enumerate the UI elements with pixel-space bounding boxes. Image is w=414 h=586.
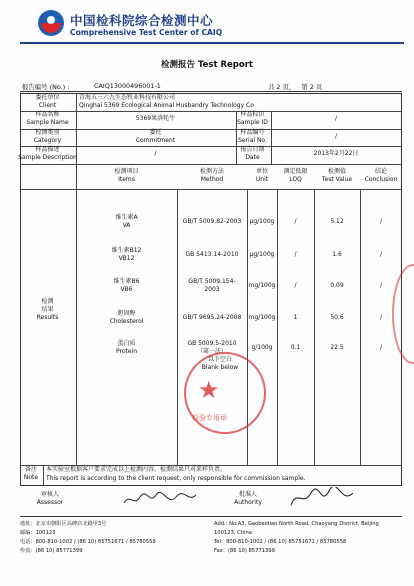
- header-rule: [20, 42, 404, 44]
- org-name-en: Comprehensive Test Center of CAIQ: [70, 28, 223, 37]
- footer-rule: [20, 516, 402, 517]
- note-en: This report is according to the client request, only responsible for commission sample.: [46, 475, 306, 482]
- test-value: 5.12: [330, 218, 344, 225]
- method: GB 5009.5-2010 （第一法）: [187, 340, 237, 355]
- description-label: 样品描述 Sample Description: [18, 146, 77, 161]
- item-name: 蛋白质 Protein: [115, 340, 138, 355]
- item-name: 维生素B12 VB12: [111, 247, 142, 262]
- blank-below: 以下空白 Blank below: [201, 356, 239, 371]
- unit: μg/100g: [249, 218, 275, 225]
- description: /: [154, 150, 157, 157]
- conclusion: /: [379, 251, 383, 258]
- loq: /: [294, 251, 297, 258]
- serial-label: 样品编号 Serial No.: [238, 128, 267, 144]
- method: GB/T 5009.154- 2003: [188, 278, 236, 293]
- loq: /: [294, 218, 297, 225]
- results-label: 检测 结果 Results: [36, 298, 59, 321]
- authority-signature: [287, 487, 357, 509]
- stamp-star-icon: ★: [198, 376, 220, 404]
- col-method: 检测方法 Method: [199, 167, 224, 183]
- sample-id-label: 样品标识 Sample ID: [237, 111, 268, 126]
- col-items: 检测项目 Items: [114, 167, 139, 183]
- col-loq: 测定低限 LOQ: [283, 167, 308, 183]
- test-value: 50.6: [330, 314, 344, 321]
- client-name-en: Qinghai 5369 Ecological Animal Husbandry Technology Co: [79, 102, 254, 109]
- footer-en: Add.: No.A3, Gaobeidian North Road, Chaoyang District, Beijing 100123, China Tel：800-810-1002 / (86 10) 85751671 / 85780558 Fax：(86 10) 85771399: [214, 521, 379, 554]
- note-label: 备注 Note: [23, 466, 39, 481]
- conclusion: /: [379, 282, 383, 289]
- item-name: 胆固醇 Cholesterol: [109, 310, 144, 325]
- org-name-cn: 中国检科院综合检测中心: [70, 13, 214, 28]
- assessor-signature: [120, 489, 200, 509]
- page-count: 共 2 页， 第 2 页: [268, 83, 323, 91]
- client-label: 委托单位 Client: [35, 93, 60, 109]
- sample-name: 5369果洛牦牛: [135, 115, 176, 122]
- item-name: 维生素A VA: [115, 214, 138, 229]
- item-name: 维生素B6 VB6: [113, 278, 140, 293]
- unit: g/100g: [251, 344, 273, 351]
- col-test-value: 检测值 Test Value: [321, 167, 353, 183]
- loq: 0.1: [290, 344, 301, 351]
- footer-cn: 地址：北京市朝阳区高碑店北路甲3号 邮编：100123 电话：800-810-1002 / (86 10) 85751671 / 85780558 传真：(86 10) 85771399: [20, 521, 156, 554]
- client-name-cn: 青海五三六九生态牧业科技有限公司: [79, 94, 176, 101]
- loq: /: [294, 282, 297, 289]
- meta-rule: [20, 91, 402, 92]
- category-label: 检测类别 Category: [33, 128, 62, 144]
- sample-id: /: [334, 115, 338, 122]
- date-label: 报告日期 Date: [240, 146, 265, 161]
- stamp-text: 检验专用章: [192, 414, 227, 422]
- loq: 1: [293, 314, 298, 321]
- conclusion: /: [379, 314, 383, 321]
- category: 委托 Commitment: [135, 128, 176, 144]
- note-cn: 本实验室根据客户要求完成以上检测内容，检测结果只对来样负责。: [46, 466, 227, 473]
- assessor-label: 审核人 Assessor: [36, 491, 64, 506]
- test-value: 1.6: [332, 251, 342, 258]
- caiq-logo-icon: [38, 10, 64, 36]
- serial-no: /: [334, 132, 338, 140]
- unit: mg/100g: [248, 282, 276, 289]
- unit: mg/100g: [248, 314, 276, 321]
- report-title: 检测报告 Test Report: [161, 60, 253, 70]
- unit: μg/100g: [249, 251, 275, 258]
- method: GB 5413.14-2010: [185, 251, 239, 258]
- sample-name-label: 样品名称 Sample Name: [26, 111, 69, 126]
- test-value: 22.5: [330, 344, 344, 351]
- report-date: 2013年2月22日: [313, 150, 359, 157]
- method: GB/T 5009.82-2003: [182, 218, 242, 225]
- method: GB/T 9695.24-2008: [182, 314, 242, 321]
- test-value: 0.09: [330, 282, 344, 289]
- report-no: CAIQ13000496001-1: [94, 82, 161, 90]
- col-conclusion: 结论 Conclusion: [364, 167, 398, 183]
- authority-label: 批准人 Authority: [234, 491, 262, 506]
- conclusion: /: [379, 344, 383, 351]
- col-unit: 单位 Unit: [255, 167, 269, 183]
- conclusion: /: [379, 218, 383, 225]
- report-no-label: 报告编号 (No.) :: [22, 83, 70, 91]
